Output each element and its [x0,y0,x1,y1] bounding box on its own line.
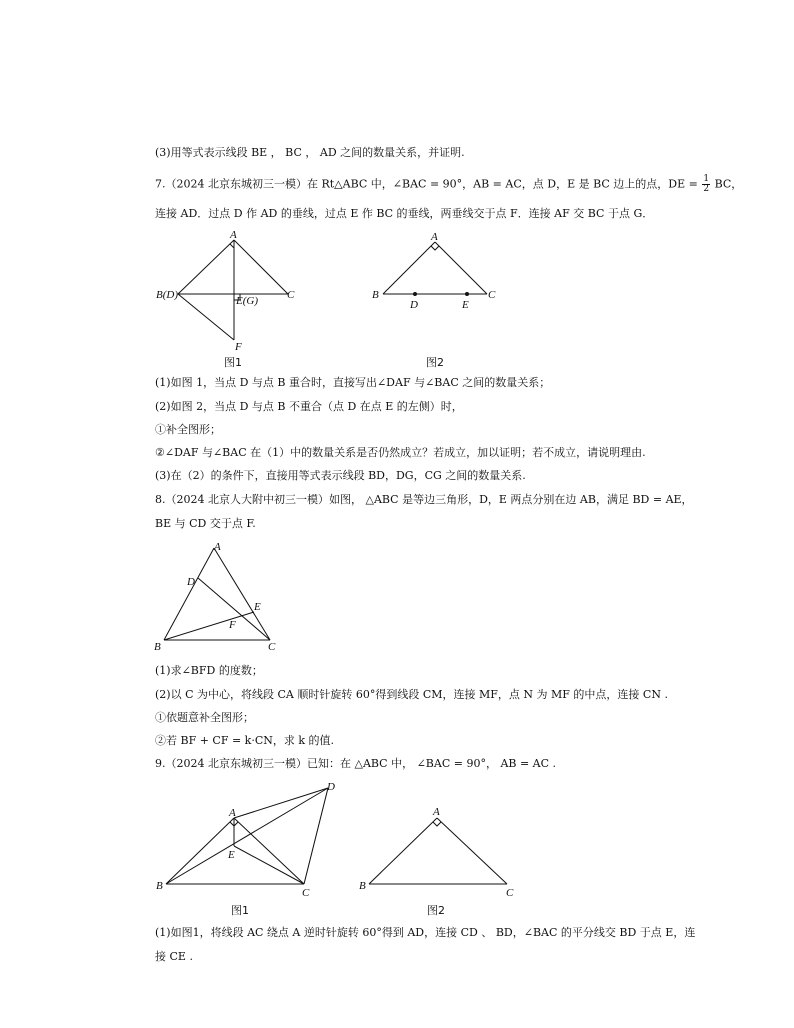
label-B: B [154,641,161,653]
q7-statement-part-b: BC， [714,177,743,191]
fraction-one-half [702,175,710,194]
label-A: A [230,229,237,241]
q7-part2-item2: ②∠DAF 与∠BAC 在（1）中的数量关系是否仍然成立？若成立，加以证明；若不成立，请说明理由. [155,446,646,459]
label-C: C [488,289,496,301]
label-B: B [372,289,379,301]
q7-figure-1 [150,228,310,370]
q8-part2: (2)以 C 为中心，将线段 CA 顺时针旋转 60°得到线段 CM，连接 MF，点 N 为 MF 的中点，连接 CN . [155,688,668,701]
label-C: C [268,641,276,653]
q7-statement-part-a: 7.（2024 北京东城初三一模）在 Rt△ABC 中，∠BAC = 90°，AB = AC，点 D，E 是 BC 边上的点，DE = [155,177,698,191]
fraction-numerator: 1 [703,174,710,184]
label-E: E [254,601,261,613]
q7-part3: (3)在（2）的条件下，直接用等式表示线段 BD，DG，CG 之间的数量关系. [155,469,526,482]
q8-statement-line1: 8.（2024 北京人大附中初三一模）如图， △ABC 是等边三角形，D，E 两点分别在边 AB，满足 BD = AE， [155,493,693,506]
q7-figure-2 [365,228,505,370]
label-D: D [327,781,335,793]
label-F: F [235,341,242,353]
label-A: A [433,806,440,818]
q9-part1-line2: 接 CE . [155,950,193,963]
q7-statement-line2: 连接 AD．过点 D 作 AD 的垂线，过点 E 作 BC 的垂线，两垂线交于点 F．连接 AF 交 BC 于点 G． [155,207,654,220]
label-C: C [506,887,514,899]
q6-part3-text: (3)用等式表示线段 BE ， BC ， AD 之间的数量关系，并证明. [155,146,465,159]
q8-part2-item2: ②若 BF + CF = k·CN，求 k 的值. [155,734,335,747]
q9-figure-2 [355,800,525,920]
label-D: D [187,576,195,588]
label-B-D: B(D) [156,289,178,301]
label-A: A [229,807,236,819]
q7-part2: (2)如图 2，当点 D 与点 B 不重合（点 D 在点 E 的左侧）时， [155,400,463,413]
figure-caption: 图2 [426,356,444,369]
label-A: A [431,231,438,243]
point-D [413,292,417,296]
q8-part1: (1)求∠BFD 的度数； [155,664,263,677]
q9-figure-1 [150,776,350,920]
label-F: F [229,619,236,631]
q8-statement-line2: BE 与 CD 交于点 F. [155,517,256,530]
label-B: B [156,880,163,892]
q7-part2-item1: ①补全图形； [155,423,221,436]
point-E [465,292,469,296]
label-E-G: E(G) [236,295,258,307]
q7-part1: (1)如图 1，当点 D 与点 B 重合时，直接写出∠DAF 与∠BAC 之间的数量关系； [155,376,551,389]
label-E: E [228,849,235,861]
label-A: A [214,541,221,553]
label-C: C [302,887,310,899]
figure-caption: 图1 [224,356,242,369]
figure-caption: 图1 [231,904,249,917]
fraction-denominator: 2 [703,184,710,194]
label-B: B [359,880,366,892]
q8-part2-item1: ①依题意补全图形； [155,711,254,724]
label-E: E [462,299,469,311]
figure-caption: 图2 [427,904,445,917]
label-C: C [287,289,295,301]
q8-figure [150,536,290,656]
q7-statement-line1 [155,175,742,194]
q9-part1-line1: (1)如图1，将线段 AC 绕点 A 逆时针旋转 60°得到 AD，连接 CD 、 BD，∠BAC 的平分线交 BD 于点 E，连 [155,926,696,939]
q9-statement: 9.（2024 北京东城初三一模）已知：在 △ABC 中， ∠BAC = 90°， AB = AC . [155,757,557,770]
label-D: D [410,299,418,311]
